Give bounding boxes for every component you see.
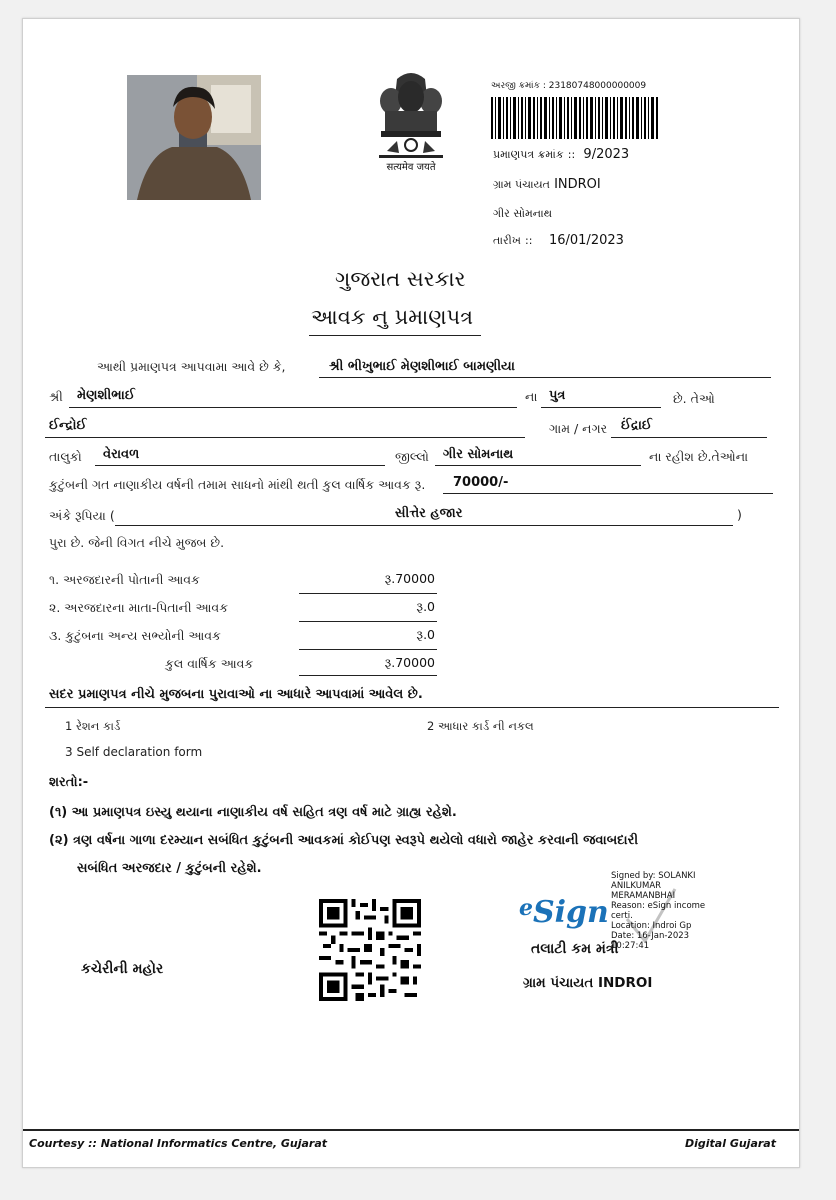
applicant-name: શ્રી ભીખુભાઈ મેણશીભાઈ બામણીયા <box>329 359 515 374</box>
income-row-amount: રૂ.0 <box>416 627 435 642</box>
signatory-designation: તલાટી કમ મંત્રી <box>531 941 619 957</box>
certificate-page <box>22 18 800 1168</box>
gram-panchayat <box>493 177 601 192</box>
proof-item: 2 આધાર કાર્ડ ની નકલ <box>427 719 534 733</box>
footer-divider <box>23 1129 799 1131</box>
footer-brand: Digital Gujarat <box>685 1137 776 1150</box>
words-label: અંકે રૂપિયા ( <box>49 508 115 523</box>
issue-date-value: 16/01/2023 <box>548 233 624 248</box>
district-line: ગીર સોમનાથ <box>493 207 553 220</box>
gram-panchayat-value: INDROI <box>554 177 601 192</box>
district: ગીર સોમનાથ <box>443 447 514 462</box>
condition-2: (૨) ત્રણ વર્ષના ગાળા દરમ્યાન સબંધિત કુટુંબની આવકમાં કોઈપણ સ્વરૂપે થયેલો વધારો જાહેર કરવાની જવાબદારી <box>49 833 639 848</box>
income-row-amount: રૂ.70000 <box>384 571 435 586</box>
application-number-value: 23180748000000009 <box>548 81 647 91</box>
certificate-number-sep: :: <box>567 148 576 161</box>
family-income-text: કુટુંબની ગત નાણાકીય વર્ષની તમામ સાધનો માંથી થતી કુલ વાર્ષિક આવક રૂ. <box>49 477 426 492</box>
signed-by: Signed by: SOLANKI ANILKUMAR MERAMANBHAI <box>611 871 696 901</box>
proofs-heading: સદર પ્રમાણપત્ર નીચે મુજબના પુરાવાઓ ના આધારે આપવામાં આવેલ છે. <box>49 687 423 702</box>
gram-panchayat-label: ગ્રામ પંચાયત <box>493 178 550 191</box>
application-number-label: અરજી ક્રમાંક <box>491 81 540 91</box>
condition-1: (૧) આ પ્રમાણપત્ર ઇસ્યુ થયાના નાણાકીય વર્ષ સહિત ત્રણ વર્ષ માટે ગ્રાહ્ય રહેશે. <box>49 805 457 820</box>
income-row-label: ૩. કુટુંબના અન્ય સભ્યોની આવક <box>49 628 221 643</box>
national-emblem <box>367 67 455 179</box>
relation: પુત્ર <box>549 388 566 403</box>
proof-item: 3 Self declaration form <box>65 745 203 759</box>
intro-text: આથી પ્રમાણપત્ર આપવામા આવે છે કે, <box>97 359 286 374</box>
details-intro: પુરા છે. જેની વિગત નીચે મુજબ છે. <box>49 535 225 550</box>
na-label: ના <box>525 389 538 404</box>
words-close: ) <box>737 507 742 522</box>
income-row-label: ૧. અરજદારની પોતાની આવક <box>49 572 200 587</box>
income-row-amount: રૂ.0 <box>416 599 435 614</box>
income-total-amount: રૂ.70000 <box>384 655 435 670</box>
footer-courtesy: Courtesy :: National Informatics Centre, Gujarat <box>29 1137 328 1150</box>
issue-date-sep: :: <box>525 234 533 247</box>
gam-nagar-label: ગામ / નગર <box>549 421 608 436</box>
conditions-heading: શરતો:- <box>49 775 89 790</box>
signatory-office: ગ્રામ પંચાયત INDROI <box>523 975 653 991</box>
sign-location: Location: Indroi Gp <box>611 921 692 931</box>
family-income-value: 70000/- <box>453 475 509 490</box>
income-words: સીત્તેર હજાર <box>395 506 463 521</box>
proof-item: 1 રેશન કાર્ડ <box>65 719 121 733</box>
taluka: વેરાવળ <box>103 447 140 462</box>
emblem-motto: सत्यमेव जयते <box>386 162 436 173</box>
condition-2-cont: સબંધિત અરજદાર / કુટુંબની રહેશે. <box>77 861 262 876</box>
district-label: જીલ્લો <box>395 449 429 464</box>
father-name: મેણશીભાઈ <box>77 388 135 403</box>
page-title-government: ગુજરાત સરકાર <box>335 267 466 291</box>
income-total-label: કુલ વાર્ષિક આવક <box>165 656 254 671</box>
certificate-number-value: 9/2023 <box>583 147 630 162</box>
income-row-label: ૨. અરજદારના માતા-પિતાની આવક <box>49 600 229 615</box>
sign-reason: Reason: eSign income certi. <box>611 901 706 921</box>
qr-code <box>319 899 421 1001</box>
applicant-photo <box>127 75 261 200</box>
certificate-number-label: પ્રમાણપત્ર ક્રમાંક <box>493 148 564 161</box>
application-number-sep: : <box>542 81 546 91</box>
sign-date: Date: 16-Jan-2023 10:27:41 <box>611 931 690 951</box>
taluka-label: તાલુકો <box>49 449 82 464</box>
address: ઈન્દ્રોઈ <box>49 418 87 433</box>
issue-date <box>493 233 624 248</box>
che-teo-label: છે. તેઓ <box>673 391 715 406</box>
barcode <box>491 97 659 139</box>
esign-logo <box>519 895 609 930</box>
shri-label: શ્રી <box>49 389 63 404</box>
residence-suffix: ના રહીશ છે.તેઓના <box>649 449 749 464</box>
application-number <box>491 81 646 91</box>
office-seal-label: કચેરીની મહોર <box>81 961 164 977</box>
issue-date-label: તારીખ <box>493 234 521 247</box>
certificate-number <box>493 147 629 162</box>
esign-text: Sign <box>533 895 609 930</box>
esign-e: e <box>519 895 533 921</box>
village: ઈંદ્રાઈ <box>621 418 652 433</box>
digital-signature-details <box>611 871 711 951</box>
page-title-certificate: આવક નુ પ્રમાણપત્ર <box>311 305 474 329</box>
